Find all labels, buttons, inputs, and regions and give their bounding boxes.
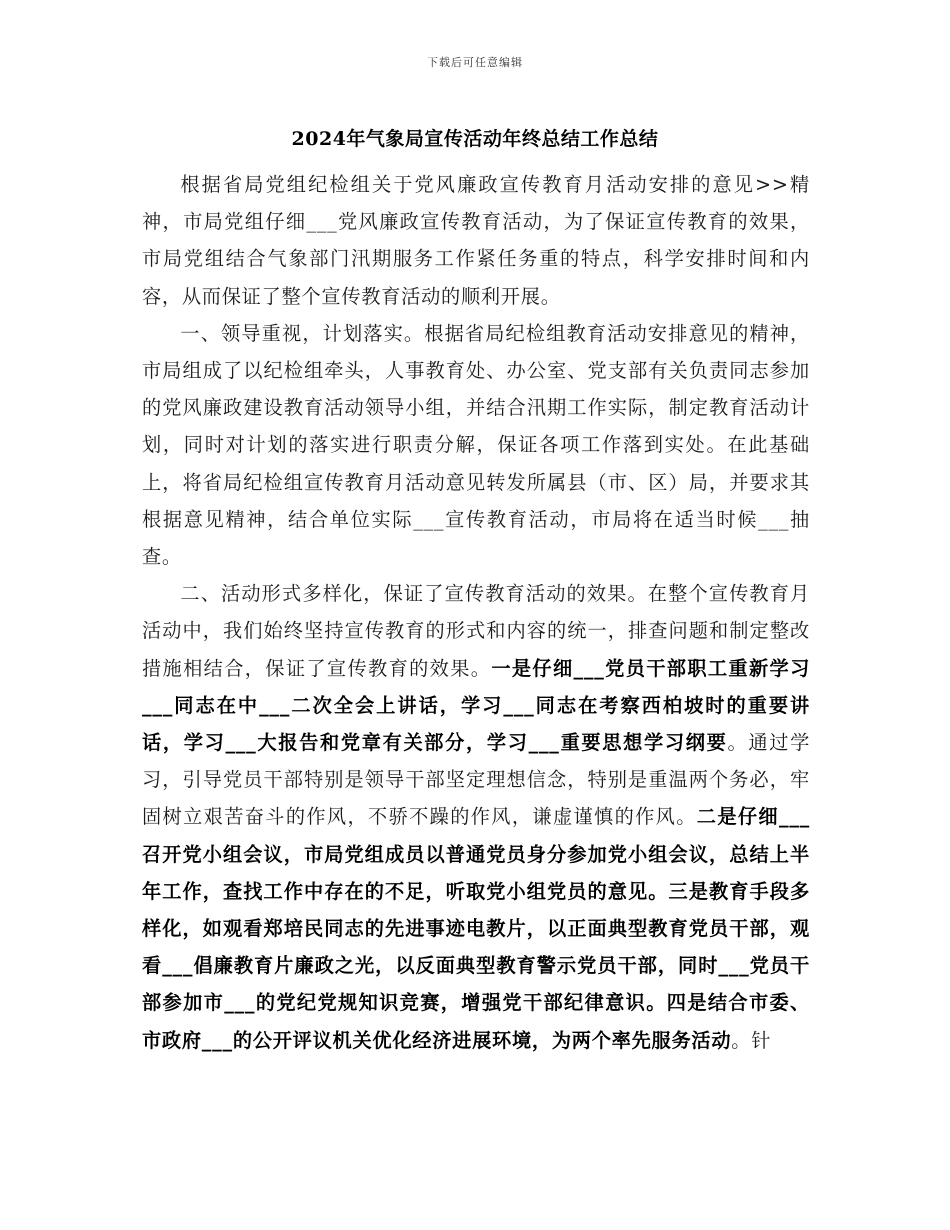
bold-text: 一是仔细___党员干部职工重新学习___同志在中___二次全会上讲话，学习___同志在考察西柏坡时的重要讲话，学习___大报告和党章有关部分，学习___重要思想学习纲要: [142, 656, 811, 755]
paragraph-text: 根据省局党组纪检组关于党风廉政宣传教育月活动安排的意见>>精神，市局党组仔细___党风廉政宣传教育活动，为了保证宣传教育的效果，市局党组结合气象部门汛期服务工作紧任务重的特点，科学安排时间和内容，从而保证了整个宣传教育活动的顺利开展。: [142, 173, 810, 308]
bold-text: 二是仔细___召开党小组会议，市局党组成员以普通党员身分参加党小组会议，总结上半年工作，查找工作中存在的不足，听取党小组党员的意见。三是教育手段多样化，如观看郑培民同志的先进事迹电教片，以正面典型教育党员干部，观看___倡廉教育片廉政之光，以反面典型教育警示党员干部，同时___党员干部参加市___的党纪党规知识竞赛，增强党干部纪律意识。四是结合市委、市政府___的公开评议机关优化经济进展环境，为两个率先服务活动: [142, 805, 811, 1052]
header-note: 下载后可任意编辑: [427, 56, 523, 69]
document-body: [142, 166, 810, 1059]
document-title: 2024年气象局宣传活动年终总结工作总结: [291, 128, 659, 150]
paragraph-section-2: [142, 575, 810, 1059]
paragraph-intro: [142, 166, 810, 315]
paragraph-text: 一、领导重视，计划落实。根据省局纪检组教育活动安排意见的精神，市局组成了以纪检组牵头，人事教育处、办公室、党支部有关负责同志参加的党风廉政建设教育活动领导小组，并结合汛期工作实际，制定教育活动计划，同时对计划的落实进行职责分解，保证各项工作落到实处。在此基础上，将省局纪检组宣传教育月活动意见转发所属县（市、区）局，并要求其根据意见精神，结合单位实际___宣传教育活动，市局将在适当时候___抽查。: [142, 321, 810, 569]
paragraph-section-1: [142, 315, 810, 575]
paragraph-text: 。通过学习，引导党员干部特别是领导干部坚定理想信念，特别是重温两个务必，牢固树立艰苦奋斗的作风，不骄不躁的作风，谦虚谨慎的作风。: [142, 731, 811, 829]
paragraph-text: 二、活动形式多样化，保证了宣传教育活动的效果。在整个宣传教育月活动中，我们始终坚持宣传教育的形式和内容的统一，排查问题和制定整改措施相结合，保证了宣传教育的效果。: [142, 582, 810, 680]
paragraph-text: 。针: [731, 1028, 772, 1052]
